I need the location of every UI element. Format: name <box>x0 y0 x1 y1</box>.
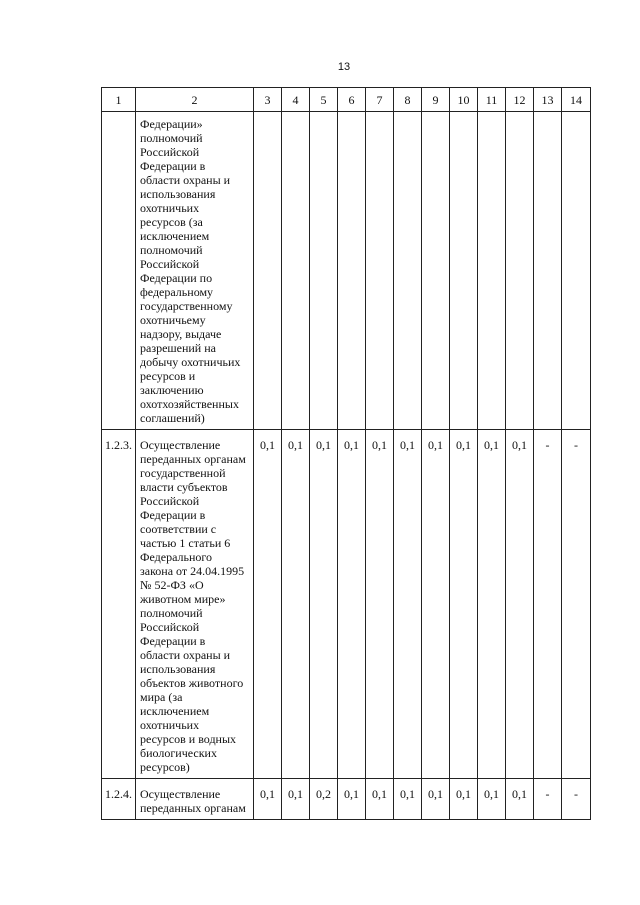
value-cell: - <box>534 779 562 820</box>
column-header: 6 <box>338 88 366 112</box>
column-header: 2 <box>136 88 254 112</box>
value-cell <box>282 112 310 430</box>
value-cell: 0,1 <box>338 779 366 820</box>
table-row <box>102 779 591 820</box>
column-header: 14 <box>562 88 591 112</box>
column-header: 11 <box>478 88 506 112</box>
value-cell: 0,1 <box>506 779 534 820</box>
value-cell <box>366 112 394 430</box>
value-cell: 0,1 <box>394 430 422 779</box>
column-header: 8 <box>394 88 422 112</box>
value-cell: 0,1 <box>394 779 422 820</box>
value-cell: 0,1 <box>422 779 450 820</box>
row-number-cell <box>102 112 136 430</box>
value-cell <box>450 112 478 430</box>
value-cell: 0,1 <box>254 430 282 779</box>
value-cell <box>422 112 450 430</box>
value-cell: 0,1 <box>478 779 506 820</box>
column-header: 5 <box>310 88 338 112</box>
column-header: 10 <box>450 88 478 112</box>
row-description-cell: Осуществление переданных органам <box>136 779 254 820</box>
value-cell: 0,1 <box>450 430 478 779</box>
value-cell <box>534 112 562 430</box>
column-header: 3 <box>254 88 282 112</box>
table-row <box>102 430 591 779</box>
value-cell: - <box>562 430 591 779</box>
value-cell: 0,1 <box>366 430 394 779</box>
column-header: 13 <box>534 88 562 112</box>
column-header: 7 <box>366 88 394 112</box>
column-header: 4 <box>282 88 310 112</box>
value-cell: 0,1 <box>478 430 506 779</box>
column-header: 1 <box>102 88 136 112</box>
data-table <box>101 87 591 820</box>
column-header: 9 <box>422 88 450 112</box>
value-cell: 0,2 <box>310 779 338 820</box>
value-cell: - <box>562 779 591 820</box>
table-header-row <box>102 88 591 112</box>
value-cell: 0,1 <box>282 779 310 820</box>
value-cell: 0,1 <box>422 430 450 779</box>
value-cell: 0,1 <box>506 430 534 779</box>
row-description-cell: Федерации» полномочий Российской Федерации в области охраны и использования охотничьих ресурсов (за исключением полномочий Российской Федерации по федеральному государственному охотничьему надзору, выдаче разрешений на добычу охотничьих ресурсов и заключению охотхозяйственных соглашений) <box>136 112 254 430</box>
value-cell: - <box>534 430 562 779</box>
value-cell <box>310 112 338 430</box>
value-cell: 0,1 <box>366 779 394 820</box>
value-cell <box>394 112 422 430</box>
value-cell <box>254 112 282 430</box>
value-cell <box>562 112 591 430</box>
row-description-cell: Осуществление переданных органам государственной власти субъектов Российской Федерации в соответствии с частью 1 статьи 6 Федерального закона от 24.04.1995 № 52-ФЗ «О животном мире» полномочий Российской Федерации в области охраны и использования объектов животного мира (за исключением охотничьих ресурсов и водных биологических ресурсов) <box>136 430 254 779</box>
value-cell: 0,1 <box>282 430 310 779</box>
value-cell <box>506 112 534 430</box>
value-cell: 0,1 <box>310 430 338 779</box>
row-number-cell: 1.2.4. <box>102 779 136 820</box>
value-cell: 0,1 <box>450 779 478 820</box>
column-header: 12 <box>506 88 534 112</box>
value-cell: 0,1 <box>254 779 282 820</box>
value-cell <box>338 112 366 430</box>
table-row <box>102 112 591 430</box>
value-cell <box>478 112 506 430</box>
page-number: 13 <box>337 61 351 73</box>
row-number-cell: 1.2.3. <box>102 430 136 779</box>
value-cell: 0,1 <box>338 430 366 779</box>
